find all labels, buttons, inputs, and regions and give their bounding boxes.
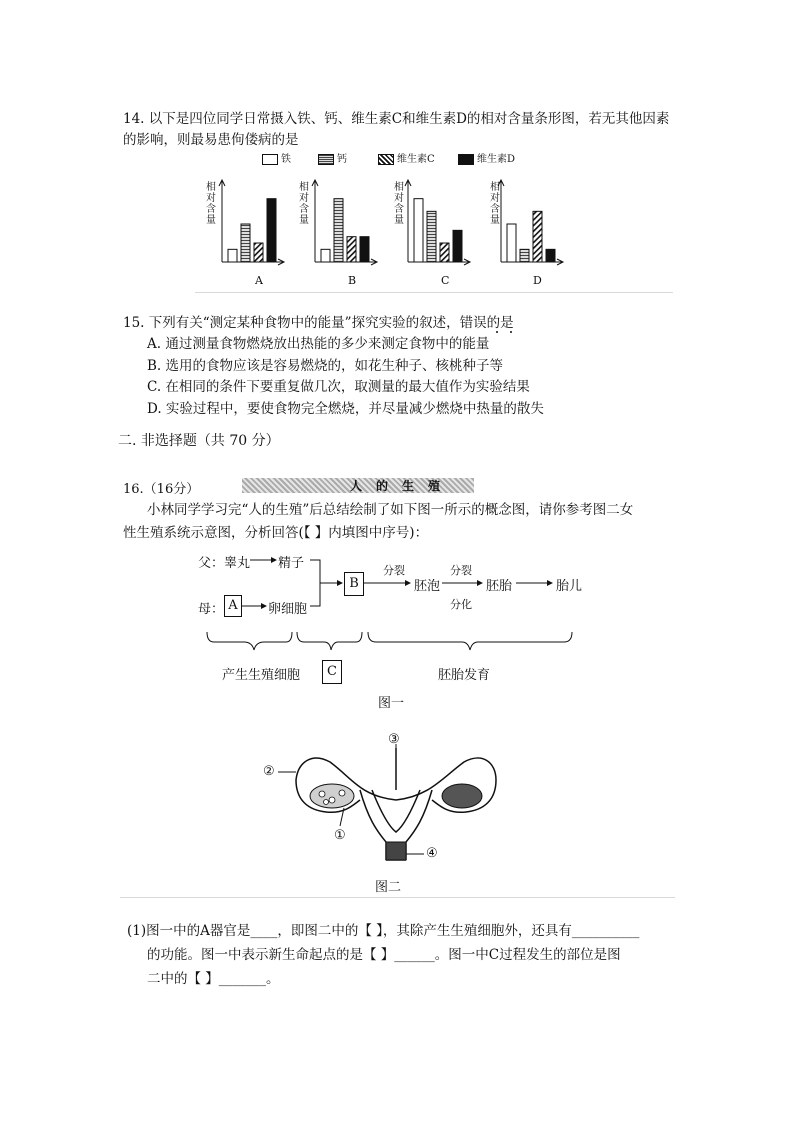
chart-c-label: C (441, 274, 450, 287)
fig2-label-2: ② (263, 764, 275, 779)
fig1-split1: 分裂 (383, 564, 405, 577)
vagina (386, 842, 406, 860)
fig1-group-gametes: 产生生殖细胞 (222, 668, 301, 683)
legend-vitc: 维生素C (378, 150, 435, 165)
fig1-differentiate: 分化 (450, 598, 472, 611)
right-fallopian-tube (396, 758, 496, 812)
fig1-mother: 母： (198, 602, 225, 617)
chart-d-ylabel: 相 对 含 量 (490, 182, 500, 226)
fig2-label-3: ③ (388, 732, 400, 747)
q15-stem: 15. 下列有关“测定某种食物中的能量”探究实验的叙述，错误的是 (123, 315, 514, 331)
q15-option-d: D. 实验过程中，要使食物完全燃烧，并尽量减少燃烧中热量的散失 (147, 401, 544, 417)
q16-sub1-line3: 二中的【 】_______。 (147, 971, 280, 987)
fig1-group-development: 胚胎发育 (438, 668, 491, 683)
fig1-father: 父：睾丸 (198, 556, 251, 571)
fig1-caption: 图一 (378, 696, 405, 711)
chart-b-ylabel: 相 对 含 量 (299, 182, 309, 226)
fig1-box-c: C (322, 660, 342, 684)
chart-d-label: D (533, 274, 542, 287)
fig1-box-b: B (344, 572, 364, 596)
chart-c-ylabel: 相 对 含 量 (394, 182, 404, 226)
fig1-split2: 分裂 (450, 564, 472, 577)
fig1-embryo: 胚胎 (486, 579, 513, 594)
q15-option-a: A. 通过测量食物燃烧放出热能的多少来测定食物中的能量 (147, 336, 490, 352)
chart-a-label: A (255, 274, 263, 287)
fig2-label-1: ① (334, 828, 346, 843)
fig1-fetus: 胎儿 (556, 579, 583, 594)
q14-line1: 14. 以下是四位同学日常摄入铁、钙、维生素C和维生素D的相对含量条形图，若无其他因素 (123, 111, 670, 127)
divider-2 (120, 897, 675, 898)
legend-iron: 铁 (262, 150, 291, 165)
left-ovary (310, 784, 354, 808)
fig1-blastocyst: 胚泡 (414, 579, 441, 594)
chart-b-label: B (348, 274, 357, 287)
fig1-box-a: A (224, 595, 242, 617)
q16-sub1-line1: (1)图一中的A器官是____，即图二中的【 】，其除产生生殖细胞外，还具有__________ (127, 923, 640, 939)
q16-sub1-line2: 的功能。图一中表示新生命起点的是【 】______。图一中C过程发生的部位是图 (147, 947, 621, 963)
q16-intro2: 性生殖系统示意图，分析回答(【 】内填图中序号)： (123, 525, 429, 541)
fig1-sperm: 精子 (278, 556, 305, 571)
legend-vitd: 维生素D (458, 150, 515, 165)
q16-head: 16.（16分） (123, 482, 200, 497)
right-ovary (442, 784, 482, 808)
fig2-caption: 图二 (375, 880, 402, 895)
chart-a-ylabel: 相 对 含 量 (206, 182, 216, 226)
fig2-label-4: ④ (426, 846, 438, 861)
q15-option-b: B. 选用的食物应该是容易燃烧的，如花生种子、核桃种子等 (147, 358, 504, 374)
q14-line2: 的影响，则最易患佝偻病的是 (123, 132, 299, 148)
section-2-title: 二. 非选择题（共 70 分） (118, 433, 280, 449)
legend-calcium: 钙 (318, 150, 347, 165)
q16-intro1: 小林同学学习完“人的生殖”后总结绘制了如下图一所示的概念图，请你参考图二女 (147, 502, 634, 518)
fig1-egg: 卵细胞 (268, 602, 308, 617)
q15-option-c: C. 在相同的条件下要重复做几次，取测量的最大值作为实验结果 (147, 379, 530, 395)
q16-title: 人的生殖 (350, 479, 455, 493)
